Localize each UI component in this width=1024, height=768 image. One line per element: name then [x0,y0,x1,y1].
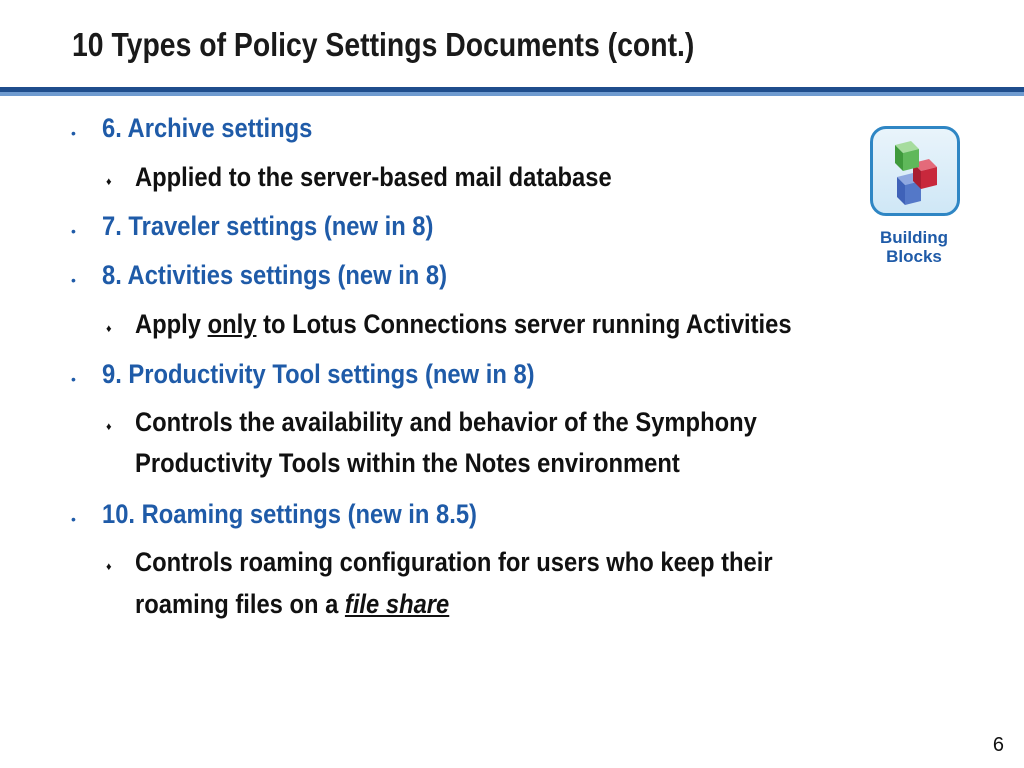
diamond-bullet-icon: ♦ [106,176,112,188]
sub-productivity-line2: Productivity Tools within the Notes environment [135,448,680,478]
bullet-icon: • [71,272,76,288]
sub-activities-after: to Lotus Connections server running Activities [256,309,792,339]
sub-archive-settings: Applied to the server-based mail database [135,162,612,192]
logo-text [864,228,964,266]
bullet-icon: • [71,223,76,239]
sub-roaming-line2 [135,589,449,620]
diamond-bullet-icon: ♦ [106,323,112,335]
diamond-bullet-icon: ♦ [106,421,112,433]
sub-activities-emph: only [207,309,257,339]
item-roaming-settings: 10. Roaming settings (new in 8.5) [102,499,477,529]
diamond-bullet-icon: ♦ [106,561,112,573]
page-number: 6 [992,734,1004,756]
sub-roaming-before: roaming files on a [135,589,345,619]
stacked-cubes-icon [873,129,957,213]
item-activities-settings: 8. Activities settings (new in 8) [102,260,448,290]
item-productivity-tool-settings: 9. Productivity Tool settings (new in 8) [102,359,535,389]
logo-line1: Building [880,228,948,247]
sub-productivity-line1: Controls the availability and behavior of the Symphony [135,407,757,437]
sub-activities-settings [135,309,792,340]
logo-frame [870,126,960,216]
item-traveler-settings: 7. Traveler settings (new in 8) [102,211,434,241]
sub-activities-before: Apply [135,309,208,339]
logo-line2: Blocks [886,247,942,266]
bullet-icon: • [71,371,76,387]
sub-roaming-line1: Controls roaming configuration for users who keep their [135,547,773,577]
sub-roaming-emph: file share [344,589,450,619]
slide-title: 10 Types of Policy Settings Documents (cont.) [72,26,695,63]
bullet-icon: • [71,125,76,141]
item-archive-settings: 6. Archive settings [102,113,313,143]
bullet-icon: • [71,511,76,527]
